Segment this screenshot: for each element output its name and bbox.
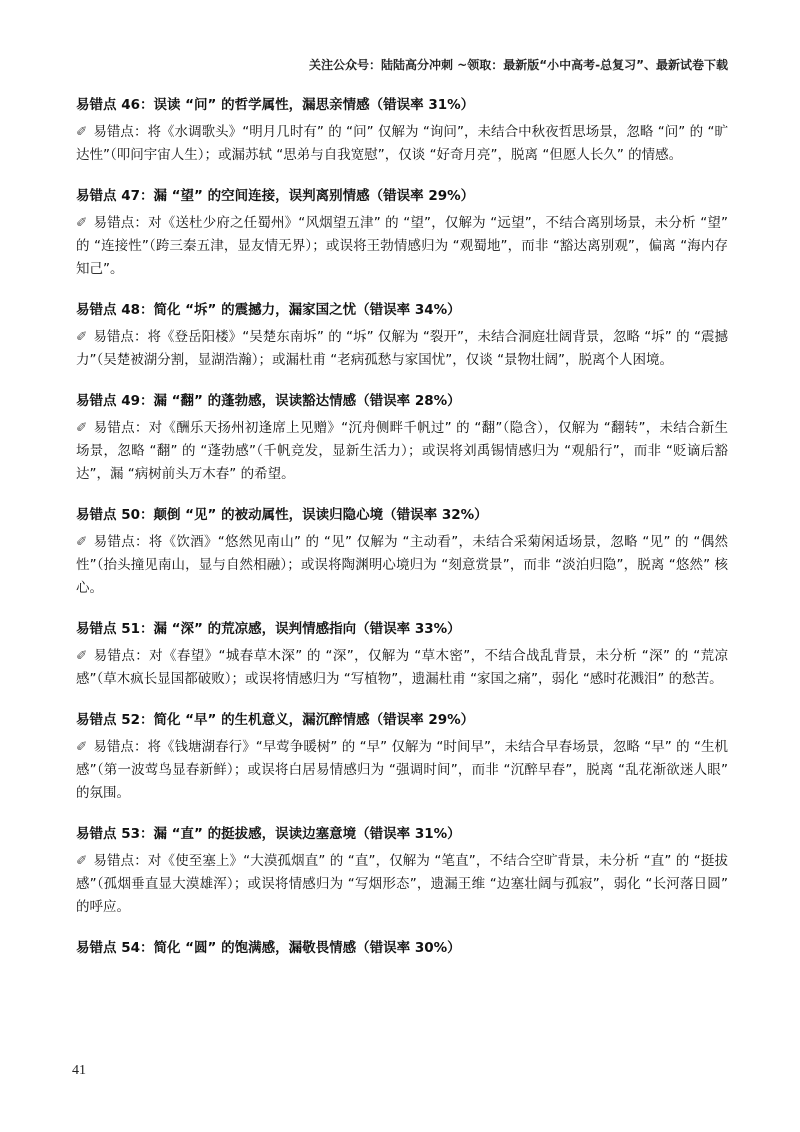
error-point-title: 易错点 52：简化 “早” 的生机意义，漏沉醉情感（错误率 29%） [76,712,475,728]
error-point-item [76,710,728,805]
page-number: 41 [72,1063,86,1078]
error-point-item [76,95,728,167]
error-point-body [76,736,728,805]
error-point-title: 易错点 47：漏 “望” 的空间连接，误判离别情感（错误率 29%） [76,188,475,204]
pencil-icon: ✐ [76,648,88,664]
error-point-text: 易错点：对《酬乐天扬州初逢席上见赠》“沉舟侧畔千帆过” 的 “翻”（隐含），仅解为 “翻转”，未结合新生场景，忽略 “翻” 的 “蓬勃感”（千帆竞发，显新生活力）；或误将刘禹锡情感归为 “观船行”，而非 “贬谪后豁达”，漏 “病树前头万木春” 的希望。 [76,420,728,482]
error-point-text: 易错点：将《饮酒》“悠然见南山” 的 “见” 仅解为 “主动看”，未结合采菊闲适场景，忽略 “见” 的 “偶然性”（抬头撞见南山，显与自然相融）；或误将陶渊明心境归为 “刻意赏景”，而非 “淡泊归隐”，脱离 “悠然” 核心。 [76,534,728,596]
error-point-body [76,645,728,691]
error-point-title: 易错点 46：误读 “问” 的哲学属性，漏思亲情感（错误率 31%） [76,97,475,113]
pencil-icon: ✐ [76,853,88,869]
error-point-item [76,300,728,372]
error-point-text: 易错点：将《登岳阳楼》“吴楚东南坼” 的 “坼” 仅解为 “裂开”，未结合洞庭壮阔背景，忽略 “坼” 的 “震撼力”（吴楚被湖分割，显湖浩瀚）；或漏杜甫 “老病孤愁与家国忧”，仅谈 “景物壮阔”，脱离个人困境。 [76,329,728,368]
error-point-body [76,121,728,167]
error-point-body [76,212,728,281]
error-point-body [76,417,728,486]
pencil-icon: ✐ [76,215,88,231]
error-point-item [76,938,728,958]
error-point-item [76,505,728,600]
error-point-item [76,824,728,919]
error-point-title: 易错点 54：简化 “圆” 的饱满感，漏敬畏情感（错误率 30%） [76,940,461,956]
error-point-item [76,391,728,486]
error-point-title: 易错点 49：漏 “翻” 的蓬勃感，误读豁达情感（错误率 28%） [76,393,461,409]
document-content [76,95,728,977]
error-point-text: 易错点：对《使至塞上》“大漠孤烟直” 的 “直”，仅解为 “笔直”，不结合空旷背景，未分析 “直” 的 “挺拔感”（孤烟垂直显大漠雄浑）；或误将情感归为 “写烟形态”，遗漏王维 “边塞壮阔与孤寂”，弱化 “长河落日圆” 的呼应。 [76,853,728,915]
error-point-text: 易错点：将《钱塘湖春行》“早莺争暖树” 的 “早” 仅解为 “时间早”，未结合早春场景，忽略 “早” 的 “生机感”（第一波莺鸟显春新鲜）；或误将白居易情感归为 “强调时间”，而非 “沉醉早春”，脱离 “乱花渐欲迷人眼” 的氛围。 [76,739,728,801]
header-notice: 关注公众号：陆陆高分冲刺 ~领取：最新版“小中高考-总复习”、最新试卷下载 [309,58,728,72]
pencil-icon: ✐ [76,739,88,755]
pencil-icon: ✐ [76,124,88,140]
error-point-title: 易错点 51：漏 “深” 的荒凉感，误判情感指向（错误率 33%） [76,621,461,637]
pencil-icon: ✐ [76,329,88,345]
error-point-title: 易错点 48：简化 “坼” 的震撼力，漏家国之忧（错误率 34%） [76,302,461,318]
pencil-icon: ✐ [76,534,88,550]
error-point-text: 易错点：对《春望》“城春草木深” 的 “深”，仅解为 “草木密”，不结合战乱背景，未分析 “深” 的 “荒凉感”（草木疯长显国都破败）；或误将情感归为 “写植物”，遗漏杜甫 “家国之痛”，弱化 “感时花溅泪” 的愁苦。 [76,648,728,687]
error-point-body [76,531,728,600]
error-point-item [76,186,728,281]
error-point-body [76,850,728,919]
pencil-icon: ✐ [76,420,88,436]
error-point-title: 易错点 53：漏 “直” 的挺拔感，误读边塞意境（错误率 31%） [76,826,461,842]
error-point-body [76,326,728,372]
error-point-text: 易错点：对《送杜少府之任蜀州》“风烟望五津” 的 “望”，仅解为 “远望”，不结合离别场景，未分析 “望” 的 “连接性”（跨三秦五津，显友情无界）；或误将王勃情感归为 “观蜀地”，而非 “豁达离别观”，偏离 “海内存知己”。 [76,215,728,277]
error-point-text: 易错点：将《水调歌头》“明月几时有” 的 “问” 仅解为 “询问”，未结合中秋夜哲思场景，忽略 “问” 的 “旷达性”（叩问宇宙人生）；或漏苏轼 “思弟与自我宽慰”，仅谈 “好奇月亮”，脱离 “但愿人长久” 的情感。 [76,124,728,163]
error-point-item [76,619,728,691]
error-point-title: 易错点 50：颠倒 “见” 的被动属性，误读归隐心境（错误率 32%） [76,507,488,523]
